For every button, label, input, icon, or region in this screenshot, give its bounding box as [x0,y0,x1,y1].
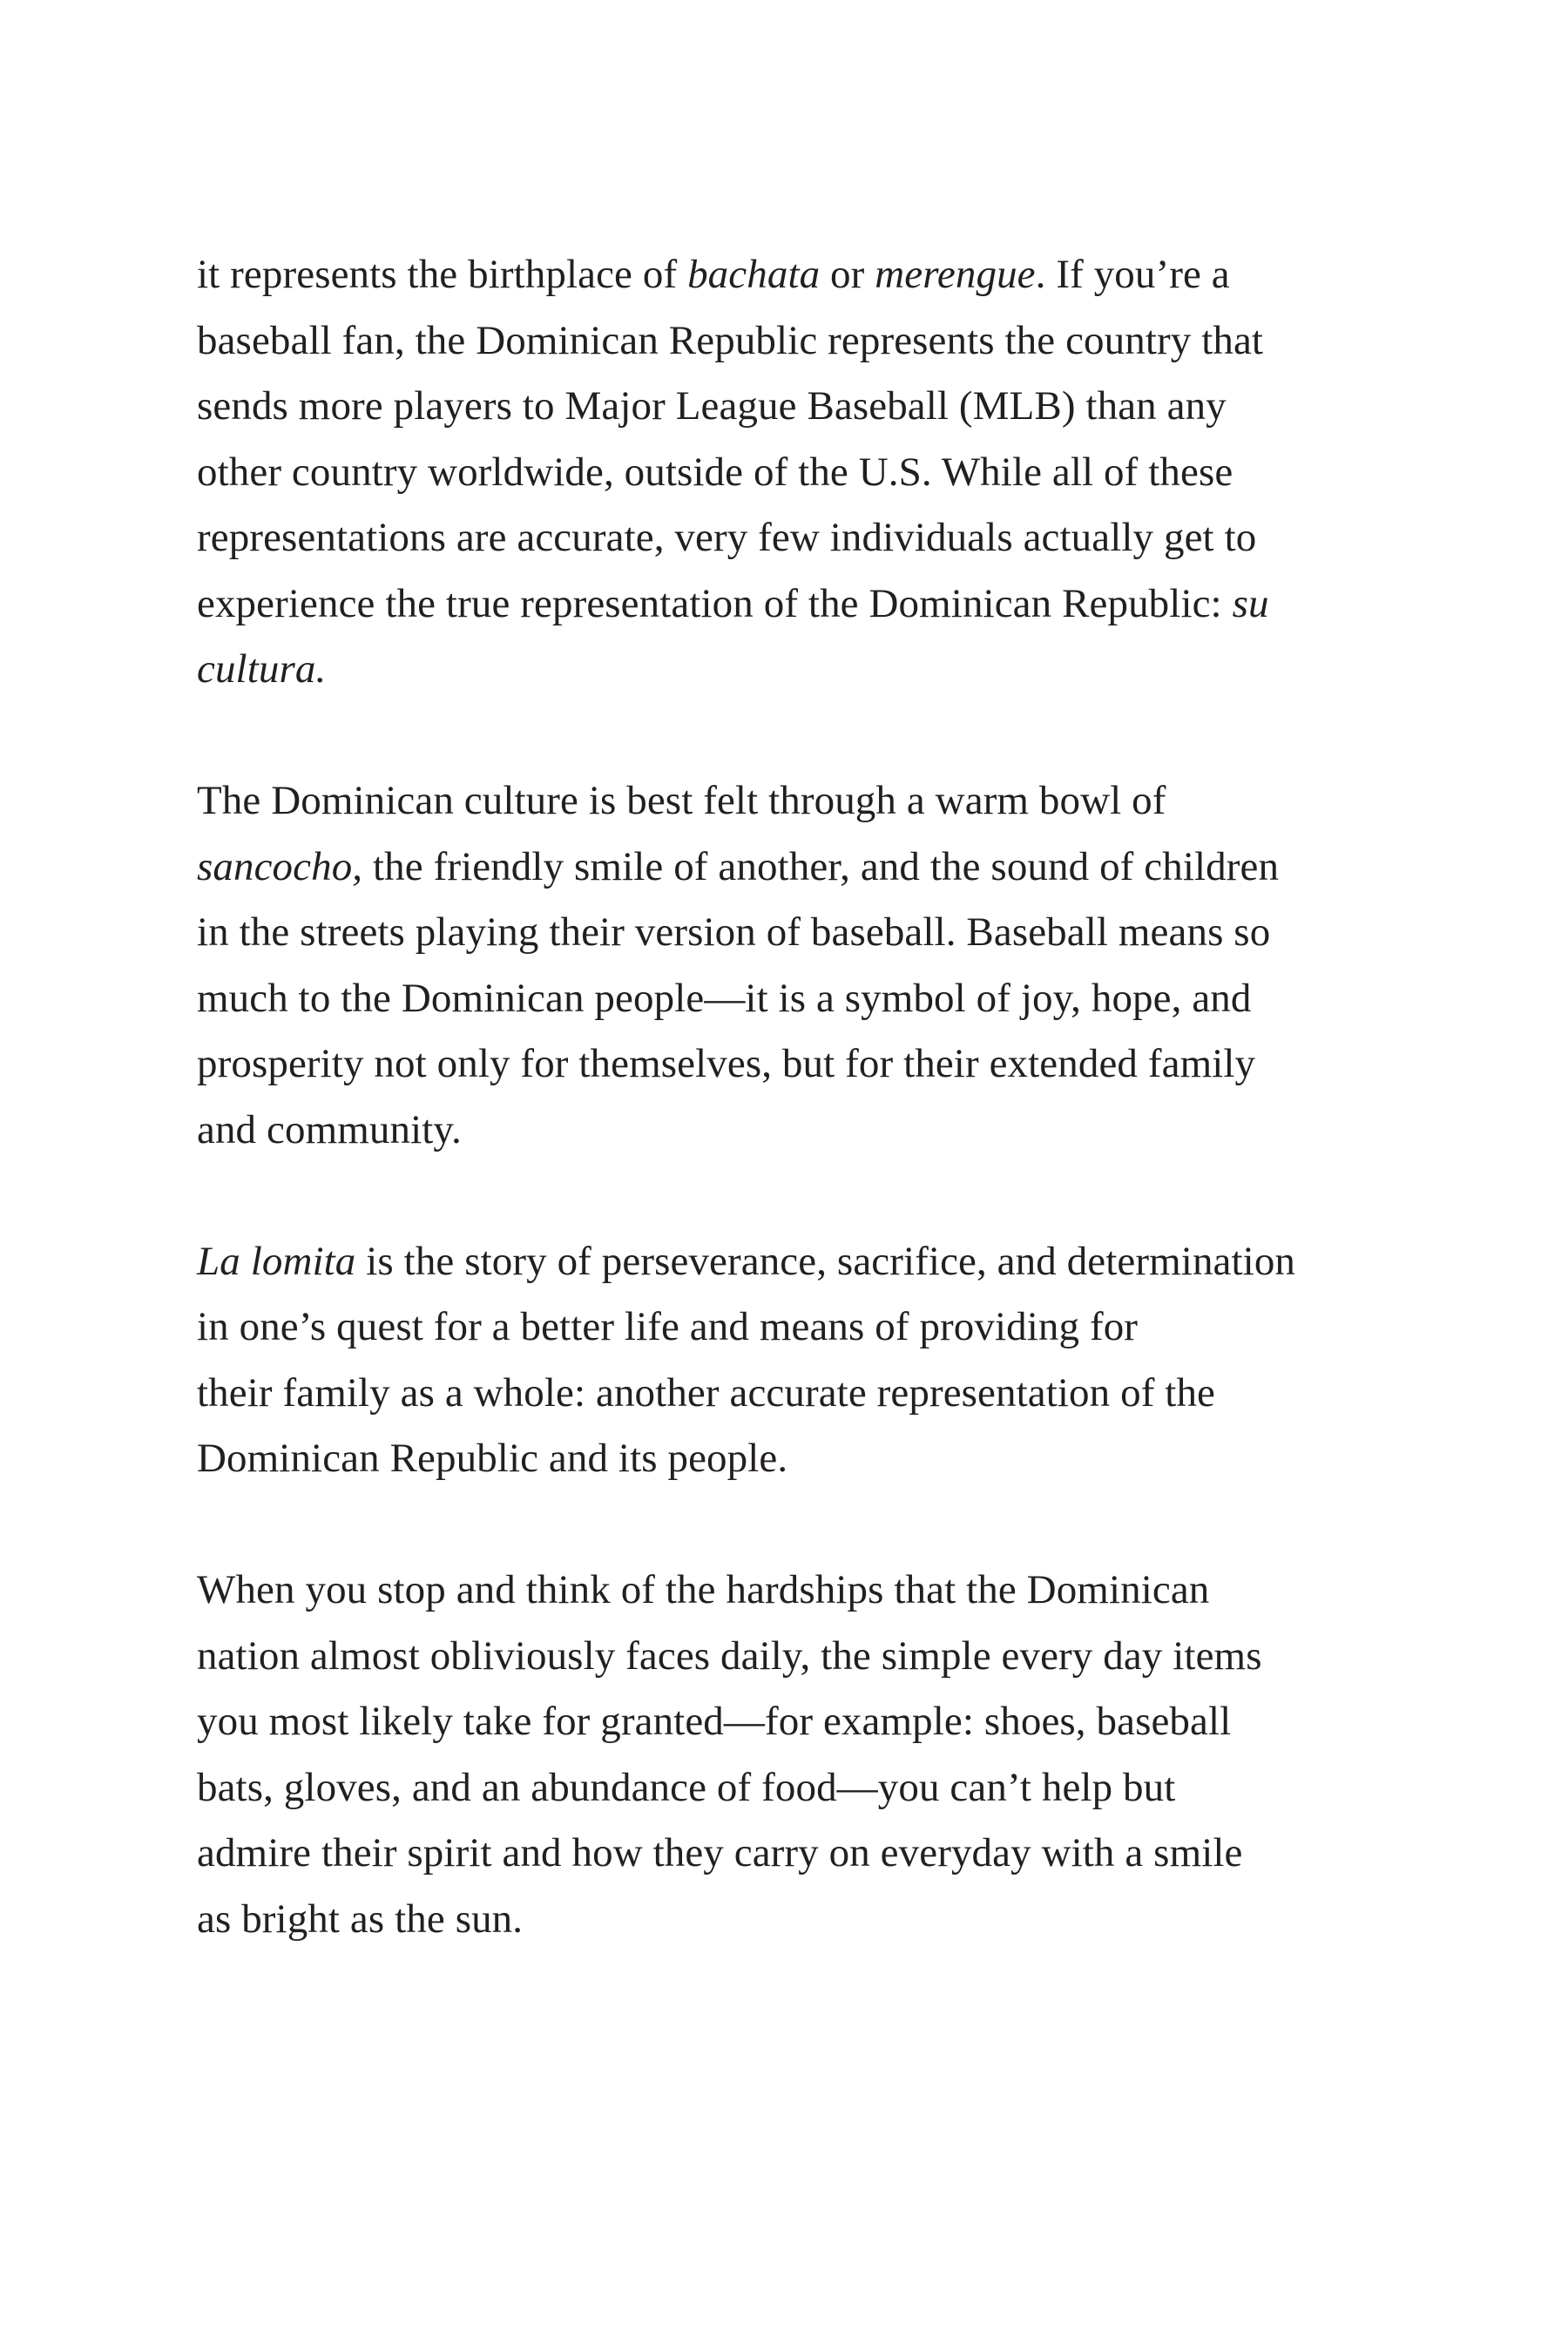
text-line [197,1624,1416,1690]
text-line [197,440,1416,506]
paragraph [197,242,1416,703]
text-run: or [820,252,875,297]
text-run: is the story of perseverance, sacrifice, and determination [355,1238,1296,1284]
text-line [197,637,1416,703]
text-line [197,374,1416,440]
body-text [197,242,1416,2018]
text-run: in the streets playing their version of baseball. Baseball means so [197,909,1271,955]
text-run: it represents the birthplace of [197,252,688,297]
text-line [197,1426,1416,1492]
italic-text: cultura. [197,646,327,692]
text-line [197,835,1416,901]
text-line [197,308,1416,375]
text-run: bats, gloves, and an abundance of food—you can’t help but [197,1764,1176,1810]
italic-text: La lomita [197,1238,356,1284]
text-line [197,1755,1416,1821]
text-run: you most likely take for granted—for example: shoes, baseball [197,1699,1232,1744]
text-line [197,505,1416,571]
text-line [197,242,1416,308]
text-run: When you stop and think of the hardships that the Dominican [197,1567,1210,1612]
text-run: other country worldwide, outside of the U.S. While all of these [197,449,1233,495]
text-run: sends more players to Major League Baseball (MLB) than any [197,383,1227,429]
text-run: much to the Dominican people—it is a symbol of joy, hope, and [197,975,1252,1021]
italic-text: su [1232,580,1269,626]
text-run: experience the true representation of the Dominican Republic: [197,580,1233,626]
text-run: as bright as the sun. [197,1896,524,1942]
text-run: representations are accurate, very few individuals actually get to [197,515,1257,560]
text-run: nation almost obliviously faces daily, the simple every day items [197,1632,1262,1679]
text-run: admire their spirit and how they carry on everyday with a smile [197,1830,1243,1876]
italic-text: sancocho, [197,843,363,889]
text-line [197,1558,1416,1624]
text-line [197,1361,1416,1427]
text-line [197,1229,1416,1295]
text-line [197,1098,1416,1164]
text-run: Dominican Republic and its people. [197,1436,788,1481]
text-run: The Dominican culture is best felt through a warm bowl of [197,778,1166,823]
text-line [197,900,1416,966]
text-run: in one’s quest for a better life and means of providing for [197,1304,1139,1349]
italic-text: bachata [687,252,821,297]
text-line [197,1887,1416,1953]
text-line [197,768,1416,835]
text-run: and community. [197,1106,462,1152]
paragraph [197,1229,1416,1492]
italic-text: merengue [875,252,1036,297]
text-line [197,571,1416,638]
text-run: baseball fan, the Dominican Republic represents the country that [197,317,1264,363]
text-line [197,966,1416,1032]
text-run: prosperity not only for themselves, but for their extended family [197,1041,1256,1086]
text-line [197,1821,1416,1887]
text-run: the friendly smile of another, and the sound of children [362,843,1280,889]
paragraph [197,1558,1416,1952]
text-run: . If you’re a [1035,252,1230,297]
text-line [197,1031,1416,1098]
text-line [197,1294,1416,1361]
text-line [197,1689,1416,1755]
paragraph [197,768,1416,1163]
text-run: their family as a whole: another accurate representation of the [197,1369,1216,1416]
